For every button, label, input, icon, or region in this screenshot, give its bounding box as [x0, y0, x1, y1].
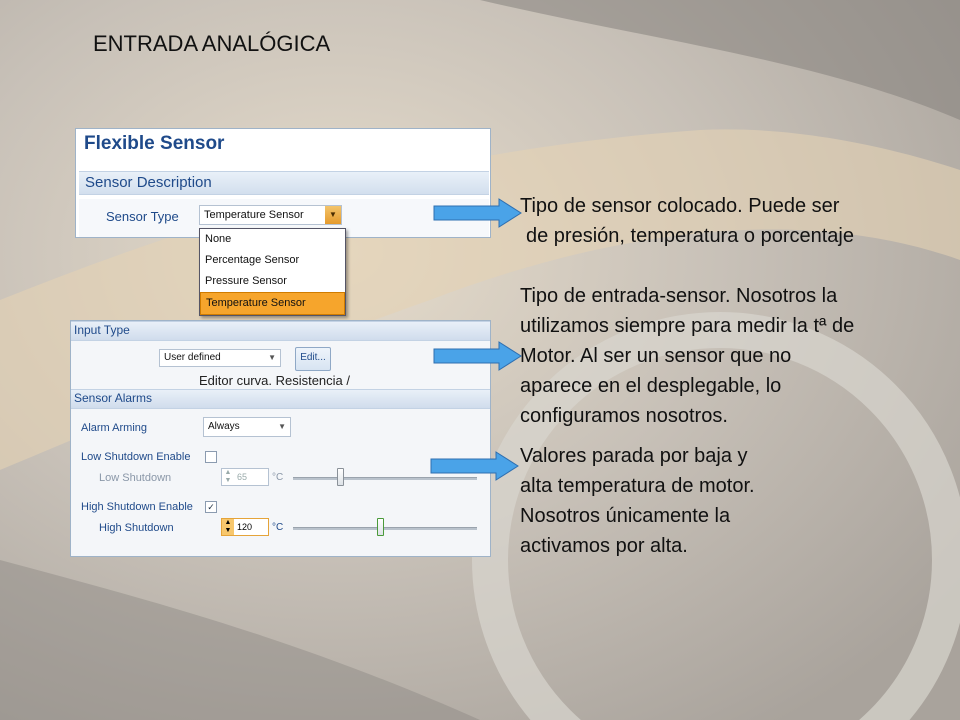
- note-line: activamos por alta.: [520, 535, 688, 557]
- input-type-header: [71, 321, 490, 341]
- sensor-description-header: [79, 171, 489, 195]
- slide-title: ENTRADA ANALÓGICA: [93, 31, 331, 56]
- low-shutdown-checkbox[interactable]: [205, 451, 217, 463]
- low-shutdown-slider[interactable]: [337, 468, 344, 486]
- flexible-sensor-panel: [75, 128, 491, 238]
- note-line: configuramos nosotros.: [520, 405, 728, 427]
- option-temperature-sensor[interactable]: Temperature Sensor: [200, 292, 345, 315]
- sensor-alarms-header: [71, 389, 490, 409]
- option-pressure-sensor[interactable]: Pressure Sensor: [205, 275, 287, 287]
- input-type-label: Input Type: [74, 323, 130, 337]
- high-shutdown-unit: °C: [272, 522, 284, 533]
- low-shutdown-unit: °C: [272, 472, 284, 483]
- input-type-value: User defined: [164, 352, 221, 363]
- panel-title: Flexible Sensor: [84, 133, 225, 154]
- note-sensor-type: [520, 191, 854, 251]
- input-alarms-panel: [70, 320, 491, 557]
- spinner-arrows-icon[interactable]: ▲ ▼: [222, 519, 234, 535]
- edit-button[interactable]: Edit...: [295, 347, 331, 371]
- low-shutdown-label: Low Shutdown: [99, 472, 172, 484]
- note-line: utilizamos siempre para medir la tª de: [520, 315, 855, 337]
- high-shutdown-spinner[interactable]: [221, 518, 269, 536]
- arrow-right-icon: [433, 341, 523, 371]
- alarm-arming-label: Alarm Arming: [81, 422, 148, 434]
- note-line: alta temperatura de motor.: [520, 475, 755, 497]
- low-shutdown-spinner[interactable]: [221, 468, 269, 486]
- sensor-type-select[interactable]: [199, 205, 342, 225]
- note-shutdown-values: [520, 441, 755, 561]
- sensor-type-value: Temperature Sensor: [204, 209, 304, 221]
- low-shutdown-value: 65: [237, 472, 248, 482]
- high-shutdown-checkbox[interactable]: ✓: [205, 501, 217, 513]
- high-shutdown-enable-label: High Shutdown Enable: [81, 501, 193, 513]
- curve-editor-caption: Editor curva. Resistencia /: [199, 373, 351, 388]
- chevron-down-icon[interactable]: ▼: [278, 422, 286, 431]
- option-none[interactable]: None: [205, 233, 232, 245]
- alarm-arming-select[interactable]: [203, 417, 291, 437]
- input-type-select[interactable]: [159, 349, 281, 367]
- chevron-down-icon[interactable]: ▼: [268, 353, 276, 362]
- arrow-right-icon: [433, 198, 523, 228]
- note-line: Tipo de sensor colocado. Puede ser: [520, 195, 840, 217]
- note-line: Motor. Al ser un sensor que no: [520, 345, 792, 367]
- arrow-right-icon: [430, 451, 520, 481]
- note-input-type: [520, 281, 854, 431]
- chevron-down-icon[interactable]: ▼: [325, 206, 341, 224]
- low-shutdown-enable-label: Low Shutdown Enable: [81, 451, 191, 463]
- spinner-arrows-icon[interactable]: ▲ ▼: [224, 469, 232, 484]
- note-line: Valores parada por baja y: [520, 445, 748, 467]
- sensor-type-dropdown[interactable]: [199, 228, 346, 316]
- option-percentage-sensor[interactable]: Percentage Sensor: [205, 254, 300, 266]
- alarm-arming-value: Always: [208, 421, 240, 432]
- note-line: de presión, temperatura o porcentaje: [526, 225, 854, 247]
- high-shutdown-label: High Shutdown: [99, 522, 174, 534]
- note-line: aparece en el desplegable, lo: [520, 375, 782, 397]
- sensor-type-label: Sensor Type: [106, 209, 179, 224]
- high-shutdown-track: [293, 527, 477, 530]
- high-shutdown-value: 120: [237, 522, 253, 532]
- high-shutdown-slider[interactable]: [377, 518, 384, 536]
- sensor-alarms-label: Sensor Alarms: [74, 391, 153, 405]
- note-line: Tipo de entrada-sensor. Nosotros la: [520, 285, 838, 307]
- sensor-description-label: Sensor Description: [85, 174, 212, 191]
- note-line: Nosotros únicamente la: [520, 505, 731, 527]
